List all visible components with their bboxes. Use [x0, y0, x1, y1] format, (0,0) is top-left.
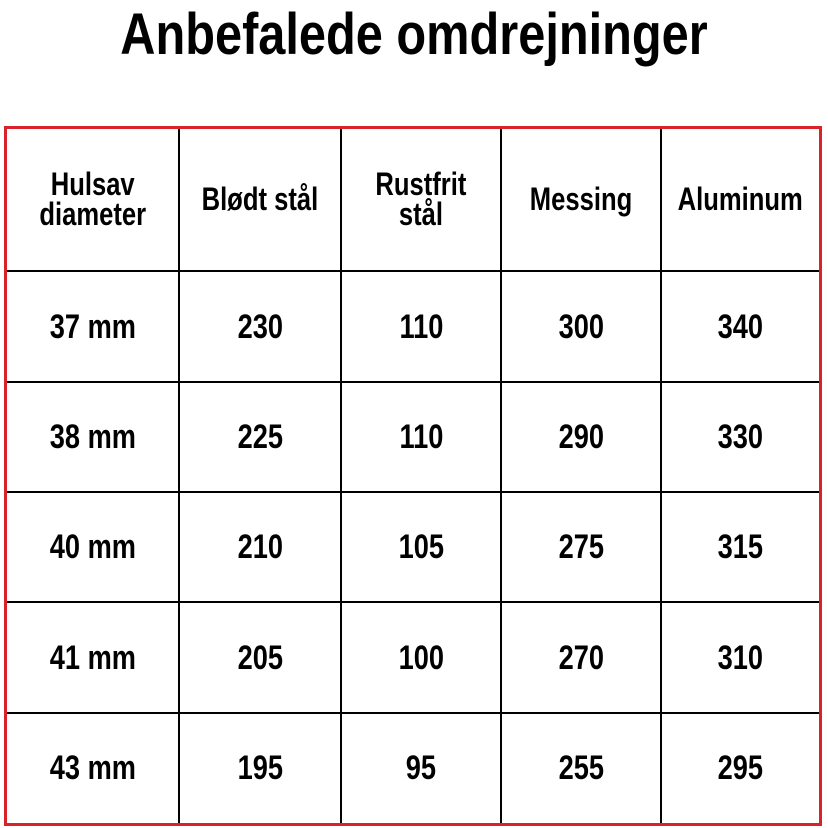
- header-aluminum: Aluminum: [661, 129, 819, 271]
- header-mild-steel: Blødt stål: [179, 129, 341, 271]
- mild-steel-cell: 225: [179, 382, 341, 492]
- aluminum-cell: 295: [661, 713, 819, 823]
- table-row: [7, 492, 819, 602]
- diameter-cell: 37 mm: [7, 271, 179, 381]
- table-row: [7, 382, 819, 492]
- aluminum-cell: 340: [661, 271, 819, 381]
- header-hole-saw-diameter: Hulsav diameter: [7, 129, 179, 271]
- brass-cell: 270: [501, 602, 661, 712]
- table-header-row: [7, 129, 819, 271]
- aluminum-cell: 315: [661, 492, 819, 602]
- brass-cell: 275: [501, 492, 661, 602]
- brass-cell: 290: [501, 382, 661, 492]
- header-brass: Messing: [501, 129, 661, 271]
- mild-steel-cell: 205: [179, 602, 341, 712]
- brass-cell: 255: [501, 713, 661, 823]
- mild-steel-cell: 230: [179, 271, 341, 381]
- rpm-table: [7, 129, 819, 823]
- diameter-cell: 41 mm: [7, 602, 179, 712]
- stainless-steel-cell: 110: [341, 382, 501, 492]
- stainless-steel-cell: 95: [341, 713, 501, 823]
- stainless-steel-cell: 100: [341, 602, 501, 712]
- mild-steel-cell: 210: [179, 492, 341, 602]
- table-row: [7, 602, 819, 712]
- header-stainless-steel: Rustfrit stål: [341, 129, 501, 271]
- diameter-cell: 40 mm: [7, 492, 179, 602]
- table-row: [7, 713, 819, 823]
- table-row: [7, 271, 819, 381]
- brass-cell: 300: [501, 271, 661, 381]
- aluminum-cell: 310: [661, 602, 819, 712]
- mild-steel-cell: 195: [179, 713, 341, 823]
- page-title: Anbefalede omdrejninger: [120, 2, 708, 67]
- diameter-cell: 38 mm: [7, 382, 179, 492]
- rpm-table-frame: [4, 126, 822, 826]
- aluminum-cell: 330: [661, 382, 819, 492]
- stainless-steel-cell: 105: [341, 492, 501, 602]
- stainless-steel-cell: 110: [341, 271, 501, 381]
- diameter-cell: 43 mm: [7, 713, 179, 823]
